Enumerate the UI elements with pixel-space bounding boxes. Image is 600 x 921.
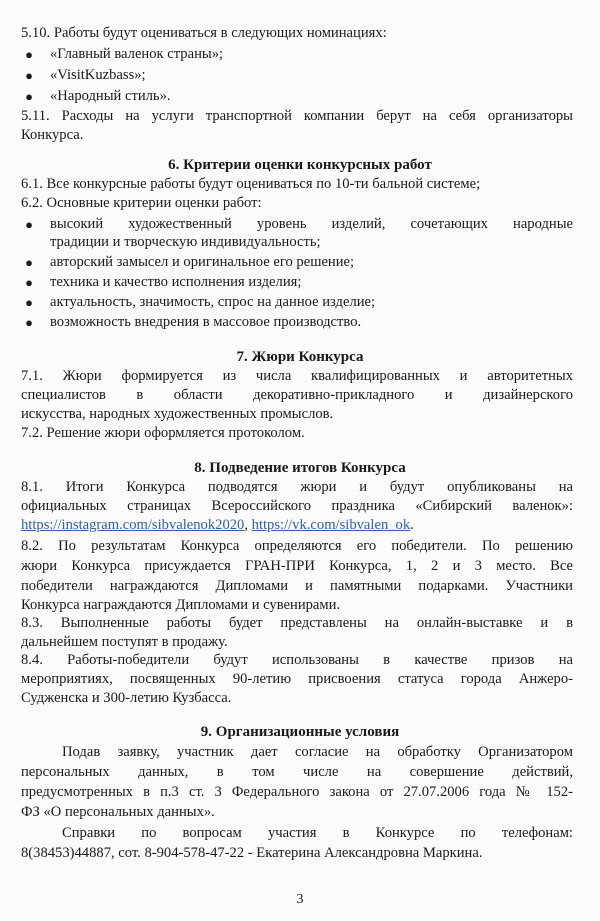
section-7-heading: 7. Жюри Конкурса [236,349,364,365]
section-8-heading: 8. Подведение итогов Конкурса [194,460,406,476]
section-9-heading: 9. Организационные условия [200,724,400,740]
paragraph-8-1: 8.1. Итоги Конкурса подводятся жюри и будут опубликованы на [21,479,573,495]
link-end: . [410,517,414,533]
criteria-item: возможность внедрения в массовое производство. [50,314,362,330]
paragraph-7-1-cont: специалистов в области декоративно-прикладного и дизайнерского [21,387,573,403]
nomination-item: «VisitKuzbass»; [50,67,146,83]
nomination-item: «Народный стиль». [50,88,171,104]
paragraph-5-10: 5.10. Работы будут оцениваться в следующих номинациях: [21,25,387,41]
paragraph-8-1-cont: официальных страницах Всероссийского праздника «Сибирский валенок»: [21,498,573,514]
paragraph-8-4-cont: мероприятиях, посвященных 90-летию присвоения статуса города Анжеро- [21,671,573,687]
criteria-item: техника и качество исполнения изделия; [50,274,302,290]
paragraph-9-1-cont: персональных данных, в том числе на совершение действий, [21,764,573,780]
bullet-icon: ● [25,315,33,330]
paragraph-8-2-cont: Конкурса награждаются Дипломами и сувенирами. [21,597,341,613]
paragraph-8-3-cont: дальнейшем поступят в продажу. [21,634,228,650]
bullet-icon: ● [25,217,33,232]
bullet-icon: ● [25,68,33,83]
bullet-icon: ● [25,255,33,270]
contact-phones: 8(38453)44887, сот. 8-904-578-47-22 - Екатерина Александровна Маркина. [21,845,483,861]
bullet-icon: ● [25,89,33,104]
paragraph-6-1: 6.1. Все конкурсные работы будут оцениваться по 10-ти бальной системе; [21,176,481,192]
paragraph-9-1-cont: ФЗ «О персональных данных». [21,804,215,820]
paragraph-8-4-cont: Судженска и 300-летию Кузбасса. [21,690,232,706]
paragraph-5-11-cont: Конкурса. [21,127,84,143]
paragraph-8-2-cont: победители награждаются Дипломами и памятными подарками. Участники [21,578,573,594]
link-separator: , [244,517,252,533]
paragraph-8-2-cont: жюри Конкурса присуждается ГРАН-ПРИ Конкурса, 1, 2 и 3 место. Все [21,558,573,574]
instagram-link[interactable]: https://instagram.com/sibvalenok2020 [21,517,245,533]
paragraph-7-1-cont: искусства, народных художественных промыслов. [21,406,334,422]
bullet-icon: ● [25,47,33,62]
paragraph-5-11: 5.11. Расходы на услуги транспортной компании берут на себя организаторы [21,108,573,124]
paragraph-7-2: 7.2. Решение жюри оформляется протоколом. [21,425,305,441]
criteria-item: авторский замысел и оригинальное его решение; [50,254,355,270]
links-line [21,517,573,534]
paragraph-6-2: 6.2. Основные критерии оценки работ: [21,195,262,211]
criteria-item-cont: традиции и творческую индивидуальность; [50,234,321,250]
paragraph-9-1: Подав заявку, участник дает согласие на обработку Организатором [62,744,573,760]
criteria-item: высокий художественный уровень изделий, сочетающих народные [50,216,573,232]
paragraph-7-1: 7.1. Жюри формируется из числа квалифицированных и авторитетных [21,368,573,384]
paragraph-8-3: 8.3. Выполненные работы будет представлены на онлайн-выставке и в [21,615,573,631]
bullet-icon: ● [25,295,33,310]
page-number: 3 [296,892,304,907]
criteria-item: актуальность, значимость, спрос на данное изделие; [50,294,376,310]
paragraph-9-2: Справки по вопросам участия в Конкурсе по телефонам: [62,825,573,841]
paragraph-8-2: 8.2. По результатам Конкурса определяются его победители. По решению [21,538,573,554]
nomination-item: «Главный валенок страны»; [50,46,224,62]
vk-link[interactable]: https://vk.com/sibvalen_ok [251,517,411,533]
section-6-heading: 6. Критерии оценки конкурсных работ [168,157,432,173]
paragraph-8-4: 8.4. Работы-победители будут использованы в качестве призов на [21,652,573,668]
paragraph-9-1-cont: предусмотренных в п.3 ст. 3 Федерального закона от 27.07.2006 года № 152- [21,784,573,800]
bullet-icon: ● [25,275,33,290]
